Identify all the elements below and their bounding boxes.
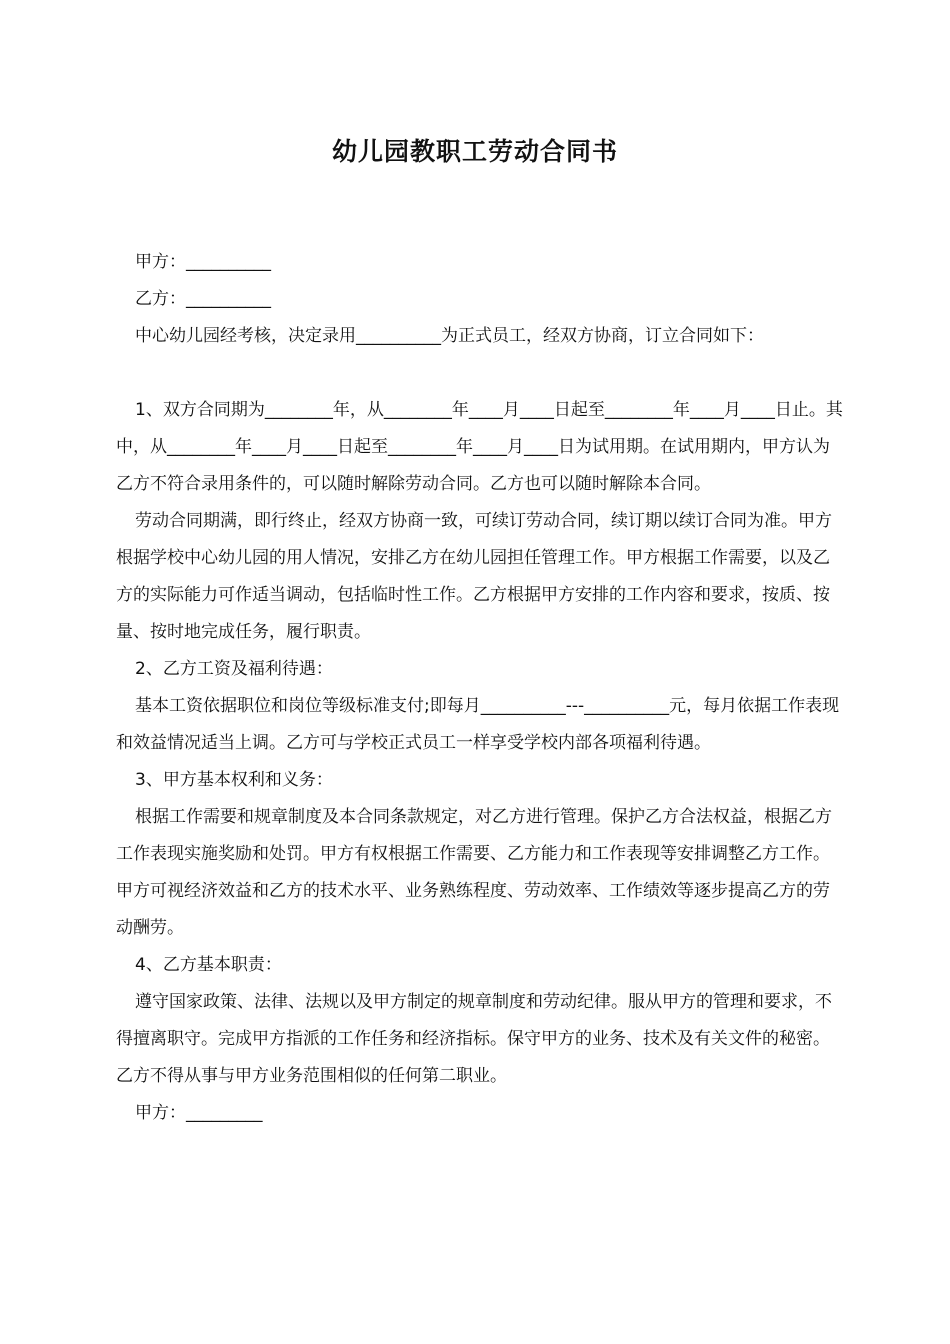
paragraph-spacer: [116, 355, 846, 392]
party-b-line: 乙方：__________: [135, 289, 271, 309]
party-a-line: 甲方：__________: [135, 252, 271, 272]
party-b-duties-paragraph: 遵守国家政策、法律、法规以及甲方制定的规章制度和劳动纪律。服从甲方的管理和要求，不得擅离职守。完成甲方指派的工作任务和经济指标。保守甲方的业务、技术及有关文件的秘密。乙方不得从事与甲方业务范围相似的任何第二职业。: [116, 992, 832, 1086]
document-title: 幼儿园教职工劳动合同书: [331, 137, 618, 166]
section-heading-party-a-rights: 3、甲方基本权利和义务：: [135, 770, 333, 790]
document-body: [116, 244, 846, 1132]
section-heading-party-b-duties: 4、乙方基本职责：: [135, 955, 282, 975]
intro-paragraph: 中心幼儿园经考核，决定录用__________为正式员工，经双方协商，订立合同如下：: [135, 326, 764, 346]
signature-party-a-line: 甲方：_________: [135, 1103, 263, 1123]
contract-renewal-paragraph: 劳动合同期满，即行终止，经双方协商一致，可续订劳动合同，续订期以续订合同为准。甲方根据学校中心幼儿园的用人情况，安排乙方在幼儿园担任管理工作。甲方根据工作需要，以及乙方的实际能力可作适当调动，包括临时性工作。乙方根据甲方安排的工作内容和要求，按质、按量、按时地完成任务，履行职责。: [116, 511, 832, 642]
salary-paragraph: 基本工资依据职位和岗位等级标准支付;即每月__________---__________元，每月依据工作表现和效益情况适当上调。乙方可与学校正式员工一样享受学校内部各项福利待遇。: [116, 696, 840, 753]
party-a-rights-paragraph: 根据工作需要和规章制度及本合同条款规定，对乙方进行管理。保护乙方合法权益，根据乙方工作表现实施奖励和处罚。甲方有权根据工作需要、乙方能力和工作表现等安排调整乙方工作。甲方可视经济效益和乙方的技术水平、业务熟练程度、劳动效率、工作绩效等逐步提高乙方的劳动酬劳。: [116, 807, 832, 938]
contract-term-paragraph: 1、双方合同期为________年，从________年____月____日起至________年____月____日止。其中，从________年____月____日起至________年____月____日为试用期。在试用期内，甲方认为乙方不符合录用条件的，可以随时解除劳动合同。乙方也可以随时解除本合同。: [116, 400, 843, 494]
section-heading-salary: 2、乙方工资及福利待遇：: [135, 659, 333, 679]
